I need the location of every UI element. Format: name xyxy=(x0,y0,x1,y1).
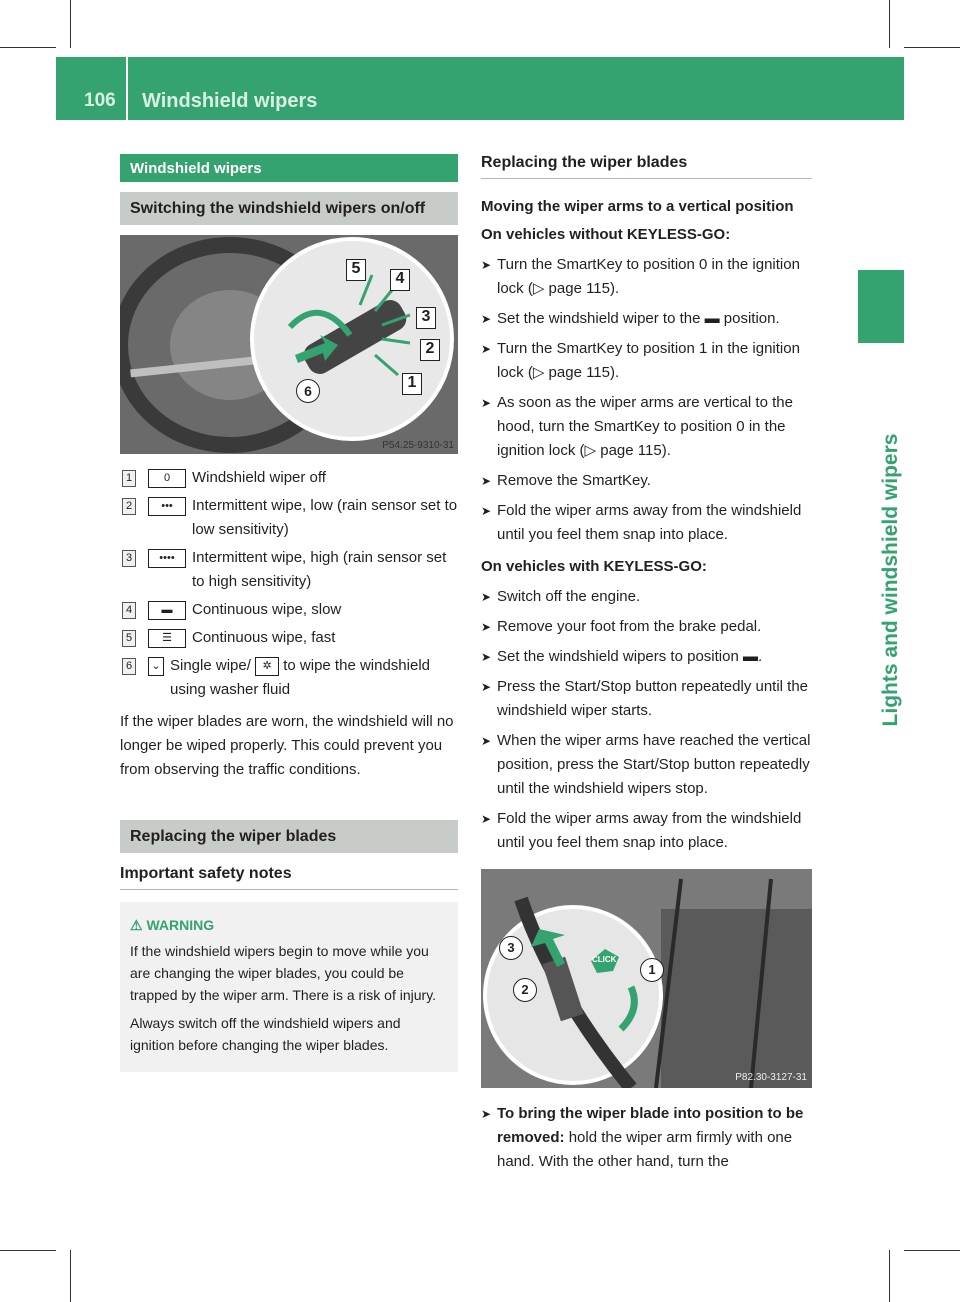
crop-mark xyxy=(889,1250,890,1302)
page-title: Windshield wipers xyxy=(142,90,318,112)
step xyxy=(481,807,812,855)
crop-mark xyxy=(0,47,56,48)
callout-1: 1 xyxy=(640,958,664,982)
item-text: Windshield wiper off xyxy=(192,469,326,486)
arrow-icon: ➤ xyxy=(481,312,492,326)
step-text: Set the windshield wiper to the ▬ position. xyxy=(497,310,780,327)
step xyxy=(481,307,812,331)
item-number: 1 xyxy=(122,470,136,487)
arrow-icon: ➤ xyxy=(481,396,492,410)
callout-4: 4 xyxy=(390,269,410,291)
wiper-switch-figure xyxy=(120,235,458,454)
replacing-heading: Replacing the wiper blades xyxy=(481,154,812,179)
arrow-icon: ➤ xyxy=(481,474,492,488)
list-item xyxy=(120,626,458,650)
wiper-off-icon: 0 xyxy=(148,469,186,488)
step-bold-text: To bring the wiper blade into position to be removed: xyxy=(497,1105,804,1146)
list-item xyxy=(120,654,458,702)
callout-1: 1 xyxy=(402,373,422,395)
list-item xyxy=(120,494,458,542)
arrow-icon: ➤ xyxy=(481,504,492,518)
arrow-icon: ➤ xyxy=(481,620,492,634)
item-text: Intermittent wipe, low (rain sensor set to low sensitivity) xyxy=(192,497,458,538)
step-text: As soon as the wiper arms are vertical to the hood, turn the SmartKey to position 0 in the ignition lock (▷ page 115). xyxy=(497,394,793,459)
continuous-slow-icon: ▬ xyxy=(148,601,186,620)
step xyxy=(481,675,812,723)
with-keyless-heading: On vehicles with KEYLESS-GO: xyxy=(481,558,707,575)
callout-2: 2 xyxy=(420,339,440,361)
arrow-icon: ➤ xyxy=(481,812,492,826)
step xyxy=(481,469,812,493)
step-text: Turn the SmartKey to position 0 in the ignition lock (▷ page 115). xyxy=(497,256,800,297)
step-text: When the wiper arms have reached the vertical position, press the Start/Stop button repeatedly until the windshield wipers stop. xyxy=(497,732,811,797)
section-bar: Windshield wipers xyxy=(120,154,458,182)
arrow-icon: ➤ xyxy=(481,1107,492,1121)
step xyxy=(481,1102,812,1174)
subsection-bar: Switching the windshield wipers on/off xyxy=(120,192,458,225)
crop-mark xyxy=(904,1250,960,1251)
figure-code: P54.25-9310-31 xyxy=(382,440,454,451)
warning-triangle-icon: ⚠ xyxy=(130,917,143,933)
step xyxy=(481,585,812,609)
step xyxy=(481,729,812,801)
callout-3: 3 xyxy=(499,936,523,960)
crop-mark xyxy=(889,0,890,48)
page-number: 106 xyxy=(84,90,116,111)
step-text: hold the wiper arm firmly with one hand. With the other hand, turn the xyxy=(497,1129,793,1170)
step xyxy=(481,391,812,463)
step-text: Switch off the engine. xyxy=(497,588,641,605)
intermittent-high-icon: •••• xyxy=(148,549,186,568)
washer-fluid-icon: ✲ xyxy=(255,657,279,676)
step-text: Turn the SmartKey to position 1 in the ignition lock (▷ page 115). xyxy=(497,340,800,381)
crop-mark xyxy=(70,0,71,48)
list-item xyxy=(120,546,458,594)
item-text: Continuous wipe, fast xyxy=(192,629,336,646)
figure-code: P82.30-3127-31 xyxy=(735,1072,807,1083)
arrow-icon: ➤ xyxy=(481,734,492,748)
side-tab xyxy=(858,270,904,343)
step-text: Set the windshield wipers to position ▬. xyxy=(497,648,763,665)
step-text: Fold the wiper arms away from the windshield until you feel them snap into place. xyxy=(497,810,802,851)
warning-text: Always switch off the windshield wipers and ignition before changing the wiper blades. xyxy=(130,1015,401,1053)
warning-title-text: WARNING xyxy=(146,917,215,933)
arrow-icon: ➤ xyxy=(481,650,492,664)
left-column xyxy=(120,154,458,1072)
list-item xyxy=(120,466,458,490)
warning-box xyxy=(120,902,458,1072)
step-text: Remove the SmartKey. xyxy=(497,472,651,489)
wiper-blade-figure xyxy=(481,869,812,1088)
intermittent-low-icon: ••• xyxy=(148,497,186,516)
step xyxy=(481,253,812,301)
step xyxy=(481,615,812,639)
arrow-icon: ➤ xyxy=(481,258,492,272)
click-badge: CLICK xyxy=(592,955,617,964)
continuous-fast-icon: ☰ xyxy=(148,629,186,648)
header-divider xyxy=(126,57,128,120)
arrow-icon: ➤ xyxy=(481,590,492,604)
crop-mark xyxy=(904,47,960,48)
arrow-icon: ➤ xyxy=(481,342,492,356)
crop-mark xyxy=(70,1250,71,1302)
chapter-side-label: Lights and windshield wipers xyxy=(879,433,902,727)
step xyxy=(481,645,812,669)
item-number: 6 xyxy=(122,658,136,675)
moving-subheading: Moving the wiper arms to a vertical position xyxy=(481,198,794,215)
step xyxy=(481,499,812,547)
callout-6: 6 xyxy=(296,379,320,403)
item-number: 5 xyxy=(122,630,136,647)
list-item xyxy=(120,598,458,622)
replacing-bar: Replacing the wiper blades xyxy=(120,820,458,853)
callout-3: 3 xyxy=(416,307,436,329)
step-text: Fold the wiper arms away from the windshield until you feel them snap into place. xyxy=(497,502,802,543)
step xyxy=(481,337,812,385)
item-text: to wipe the windshield using washer fluid xyxy=(170,657,430,698)
right-column xyxy=(481,154,812,889)
item-number: 2 xyxy=(122,498,136,515)
callout-5: 5 xyxy=(346,259,366,281)
item-number: 3 xyxy=(122,550,136,567)
step-text: Remove your foot from the brake pedal. xyxy=(497,618,762,635)
worn-blades-paragraph: If the wiper blades are worn, the windshield will no longer be wiped properly. This could prevent you from observing the traffic conditions. xyxy=(120,713,454,778)
item-text: Intermittent wipe, high (rain sensor set to high sensitivity) xyxy=(192,549,447,590)
item-number: 4 xyxy=(122,602,136,619)
warning-text: If the windshield wipers begin to move while you are changing the wiper blades, you could be trapped by the wiper arm. There is a risk of injury. xyxy=(130,943,437,1003)
wiper-switch-illustration xyxy=(120,235,458,454)
without-keyless-heading: On vehicles without KEYLESS-GO: xyxy=(481,226,731,243)
page-header xyxy=(56,57,904,120)
warning-title xyxy=(130,914,448,936)
crop-mark xyxy=(0,1250,56,1251)
item-text: Continuous wipe, slow xyxy=(192,601,342,618)
final-step xyxy=(481,1102,812,1180)
step-text: Press the Start/Stop button repeatedly until the windshield wiper starts. xyxy=(497,678,809,719)
item-text: Single wipe/ xyxy=(170,657,251,674)
single-wipe-icon: ⌄ xyxy=(148,657,164,676)
arrow-icon: ➤ xyxy=(481,680,492,694)
safety-heading: Important safety notes xyxy=(120,865,458,890)
callout-2: 2 xyxy=(513,978,537,1002)
